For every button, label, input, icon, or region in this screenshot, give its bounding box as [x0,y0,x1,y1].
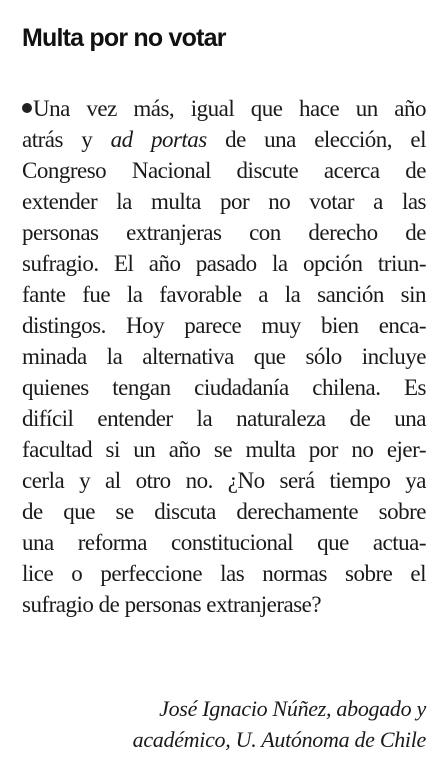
body-line: de que se discuta derechamente sobre [22,499,426,524]
author-name-line: José Ignacio Núñez, abogado y [159,696,426,721]
author-affiliation-line: académico, U. Autónoma de Chile [132,727,426,752]
body-line: facultad si un año se multa por no ejer- [22,437,426,462]
bullet-icon [22,103,32,113]
body-line: lice o perfeccione las normas sobre el [22,561,426,586]
body-line: cerla y al otro no. ¿No será tiempo ya [22,468,426,493]
body-line: difícil entender la naturaleza de una [22,406,426,431]
body-line: sufragio. El año pasado la opción triun- [22,251,426,276]
body-line: atrás y ad portas de una elección, el [22,127,426,152]
body-line: Una vez más, igual que hace un año [22,93,426,124]
article-headline: Multa por no votar [22,24,226,52]
body-line: extender la multa por no votar a las [22,189,426,214]
body-line: Congreso Nacional discute acerca de [22,158,426,183]
body-line: quienes tengan ciudadanía chilena. Es [22,375,426,400]
body-line: minada la alternativa que sólo incluye [22,344,426,369]
latin-phrase: ad portas [110,127,207,152]
body-line: una reforma constitucional que actua- [22,530,426,555]
body-line: distingos. Hoy parece muy bien enca- [22,313,426,338]
author-signature [133,693,426,755]
body-line: fante fue la favorable a la sanción sin [22,282,426,307]
body-line: sufragio de personas extranjerase? [22,592,322,617]
article-body [22,93,426,620]
body-line: personas extranjeras con derecho de [22,220,426,245]
